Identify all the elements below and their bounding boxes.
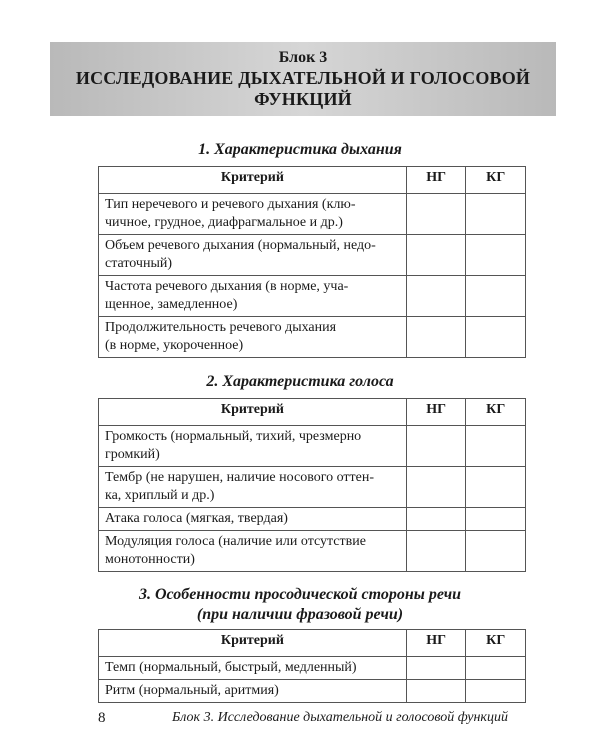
criterion-text: статочный) (105, 256, 173, 271)
kg-cell[interactable] (466, 680, 526, 703)
section-1-title: 1. Характеристика дыхания (198, 141, 402, 158)
criterion-cell (99, 276, 407, 317)
ng-cell[interactable] (406, 317, 466, 358)
section-3-subtitle: (при наличии фразовой речи) (196, 606, 404, 623)
criterion-text: щенное, замедленное) (105, 297, 238, 312)
kg-cell[interactable] (466, 426, 526, 467)
block-title-line1: ИССЛЕДОВАНИЕ ДЫХАТЕЛЬНОЙ И ГОЛОСОВОЙ (75, 68, 531, 88)
column-header-kg: КГ (466, 630, 526, 657)
table-header-row (99, 399, 526, 426)
criterion-cell (99, 657, 407, 680)
criterion-text: Модуляция голоса (наличие или отсутствие (105, 534, 366, 549)
table-row (99, 657, 526, 680)
prosody-table (98, 629, 526, 703)
column-header-ng: НГ (406, 167, 466, 194)
ng-cell[interactable] (406, 426, 466, 467)
table-header-row (99, 630, 526, 657)
block-header (50, 42, 556, 116)
criterion-cell (99, 680, 407, 703)
column-header-kg: КГ (466, 167, 526, 194)
block-title-line2: ФУНКЦИЙ (254, 89, 352, 109)
criterion-cell (99, 194, 407, 235)
kg-cell[interactable] (466, 235, 526, 276)
table-row (99, 531, 526, 572)
table-row (99, 194, 526, 235)
section-3-title: 3. Особенности просодической стороны речи (138, 586, 462, 603)
table-row (99, 426, 526, 467)
criterion-text: ка, хриплый и др.) (105, 488, 215, 503)
ng-cell[interactable] (406, 680, 466, 703)
breathing-table (98, 166, 526, 358)
ng-cell[interactable] (406, 194, 466, 235)
kg-cell[interactable] (466, 276, 526, 317)
ng-cell[interactable] (406, 467, 466, 508)
criterion-text: громкий) (105, 447, 160, 462)
ng-cell[interactable] (406, 531, 466, 572)
column-header-ng: НГ (406, 399, 466, 426)
table-row (99, 467, 526, 508)
table-row (99, 508, 526, 531)
criterion-text: Громкость (нормальный, тихий, чрезмерно (105, 429, 362, 444)
column-header-ng: НГ (406, 630, 466, 657)
voice-table (98, 398, 526, 572)
page-number: 8 (98, 710, 106, 726)
criterion-cell (99, 317, 407, 358)
criterion-text: Тип неречевого и речевого дыхания (клю- (105, 197, 356, 212)
column-header-criterion: Критерий (99, 399, 407, 426)
kg-cell[interactable] (466, 508, 526, 531)
kg-cell[interactable] (466, 194, 526, 235)
criterion-text: Частота речевого дыхания (в норме, уча- (105, 279, 349, 294)
criterion-cell (99, 426, 407, 467)
criterion-cell (99, 531, 407, 572)
criterion-text: (в норме, укороченное) (105, 338, 244, 353)
table-row (99, 317, 526, 358)
criterion-text: Тембр (не нарушен, наличие носового оттен- (105, 470, 375, 485)
criterion-text: чичное, грудное, диафрагмальное и др.) (105, 215, 343, 230)
kg-cell[interactable] (466, 657, 526, 680)
criterion-text: Ритм (нормальный, аритмия) (105, 683, 279, 698)
criterion-text: Атака голоса (мягкая, твердая) (105, 511, 288, 526)
criterion-text: Продолжительность речевого дыхания (105, 320, 337, 335)
running-title: Блок 3. Исследование дыхательной и голосовой функций (172, 710, 508, 725)
criterion-text: Объем речевого дыхания (нормальный, недо- (105, 238, 376, 253)
block-label: Блок 3 (278, 49, 328, 66)
criterion-cell (99, 508, 407, 531)
table-row (99, 680, 526, 703)
section-2-title: 2. Характеристика голоса (206, 373, 394, 390)
column-header-criterion: Критерий (99, 167, 407, 194)
ng-cell[interactable] (406, 276, 466, 317)
kg-cell[interactable] (466, 317, 526, 358)
ng-cell[interactable] (406, 235, 466, 276)
table-row (99, 235, 526, 276)
criterion-cell (99, 235, 407, 276)
table-row (99, 276, 526, 317)
column-header-criterion: Критерий (99, 630, 407, 657)
criterion-text: Темп (нормальный, быстрый, медленный) (105, 660, 357, 675)
criterion-text: монотонности) (105, 552, 195, 567)
ng-cell[interactable] (406, 508, 466, 531)
table-header-row (99, 167, 526, 194)
kg-cell[interactable] (466, 467, 526, 508)
ng-cell[interactable] (406, 657, 466, 680)
column-header-kg: КГ (466, 399, 526, 426)
criterion-cell (99, 467, 407, 508)
kg-cell[interactable] (466, 531, 526, 572)
